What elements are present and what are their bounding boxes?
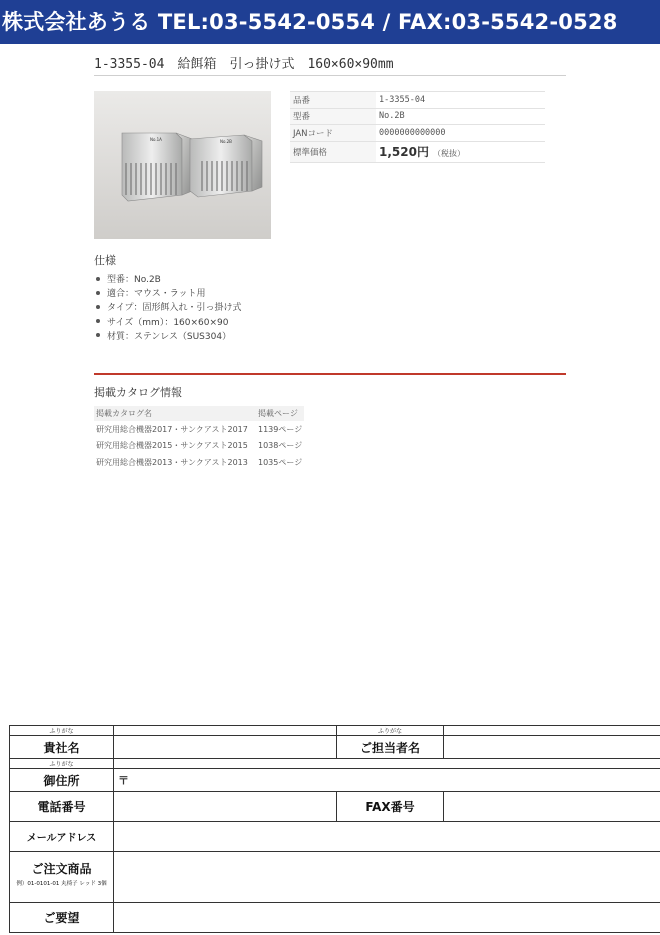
spec-value: 0000000000000 — [376, 125, 545, 142]
spec-key: JANコード — [290, 125, 376, 142]
spec-value: 1-3355-04 — [376, 92, 545, 109]
price-cell — [376, 141, 545, 162]
spec-row-item-number — [290, 92, 545, 109]
email-field[interactable] — [114, 822, 660, 852]
fax-field[interactable] — [444, 792, 660, 822]
spec-item — [94, 316, 242, 330]
specs-heading: 仕様 — [94, 254, 116, 267]
phone-label: 電話番号 — [10, 792, 114, 822]
product-spec-table — [290, 91, 545, 163]
catalog-row — [94, 438, 304, 455]
catalog-page: 1038ページ — [258, 441, 303, 451]
catalog-col-page: 掲載ページ — [256, 406, 304, 421]
address-label: 御住所 — [10, 769, 114, 792]
spec-item-text: 適合：マウス・ラット用 — [107, 289, 206, 300]
spec-row-model — [290, 108, 545, 125]
catalog-page: 1035ページ — [258, 457, 303, 467]
product-photo — [94, 91, 271, 239]
spec-value: No.2B — [376, 108, 545, 125]
person-furigana-field[interactable] — [444, 726, 660, 736]
catalog-heading: 掲載カタログ情報 — [94, 386, 182, 399]
bullet-icon — [96, 277, 100, 281]
tax-note: （税抜） — [432, 149, 465, 158]
catalog-name: 研究用総合機器2013・サンクアスト2013 — [96, 457, 248, 467]
catalog-table — [94, 406, 304, 471]
spec-item — [94, 301, 242, 315]
catalog-name: 研究用総合機器2015・サンクアスト2015 — [96, 441, 248, 451]
spec-item-text: サイズ（mm）：160×60×90 — [107, 317, 229, 328]
spec-item — [94, 330, 242, 344]
spec-key: 標準価格 — [290, 141, 376, 162]
address-furigana-field[interactable] — [114, 759, 660, 769]
contact-person-label: ご担当者名 — [337, 736, 444, 759]
furigana-label: ふりがな — [10, 726, 114, 736]
catalog-page: 1139ページ — [258, 424, 303, 434]
spec-item-text: 材質：ステンレス（SUS304） — [107, 331, 232, 342]
catalog-row — [94, 454, 304, 471]
price-value: 1,520円 — [379, 145, 429, 159]
company-furigana-field[interactable] — [114, 726, 337, 736]
spec-key: 型番 — [290, 108, 376, 125]
request-field[interactable] — [114, 903, 660, 933]
company-name-label: 貴社名 — [10, 736, 114, 759]
phone-field[interactable] — [114, 792, 337, 822]
company-name-field[interactable] — [114, 736, 337, 759]
specs-list — [94, 273, 242, 344]
title-divider — [94, 75, 566, 76]
address-field[interactable] — [114, 769, 660, 792]
catalog-divider — [94, 373, 566, 375]
catalog-col-name: 掲載カタログ名 — [94, 406, 256, 421]
order-item-title: ご注文商品 — [31, 862, 92, 876]
order-item-label — [10, 852, 114, 903]
furigana-label: ふりがな — [10, 759, 114, 769]
bullet-icon — [96, 333, 100, 337]
order-form — [9, 725, 660, 933]
catalog-name: 研究用総合機器2017・サンクアスト2017 — [96, 424, 248, 434]
fax-label: FAX番号 — [337, 792, 444, 822]
product-title: 1-3355-04 給餌箱 引っ掛け式 160×60×90mm — [94, 57, 394, 72]
postal-mark: 〒 — [118, 774, 129, 787]
spec-key: 品番 — [290, 92, 376, 109]
spec-item — [94, 287, 242, 301]
catalog-row — [94, 421, 304, 438]
photo-label-left: No.1A — [150, 137, 162, 142]
spec-item-text: タイプ：固形餌入れ・引っ掛け式 — [107, 303, 242, 314]
spec-row-price — [290, 141, 545, 162]
catalog-header-row — [94, 406, 304, 421]
order-item-field[interactable] — [114, 852, 660, 903]
spec-item-text: 型番：No.2B — [107, 275, 161, 285]
spec-item — [94, 273, 242, 287]
photo-label-right: No.2B — [220, 139, 232, 144]
request-label: ご要望 — [10, 903, 114, 933]
company-header-banner: 株式会社あうる TEL:03-5542-0554 / FAX:03-5542-0528 — [0, 0, 660, 44]
bullet-icon — [96, 319, 100, 323]
spec-row-jan — [290, 125, 545, 142]
bullet-icon — [96, 291, 100, 295]
contact-person-field[interactable] — [444, 736, 660, 759]
order-example-note: 例）01-0101-01 丸椅子 レッド 3個 — [16, 881, 107, 887]
email-label: メールアドレス — [10, 822, 114, 852]
furigana-label: ふりがな — [337, 726, 444, 736]
bullet-icon — [96, 305, 100, 309]
